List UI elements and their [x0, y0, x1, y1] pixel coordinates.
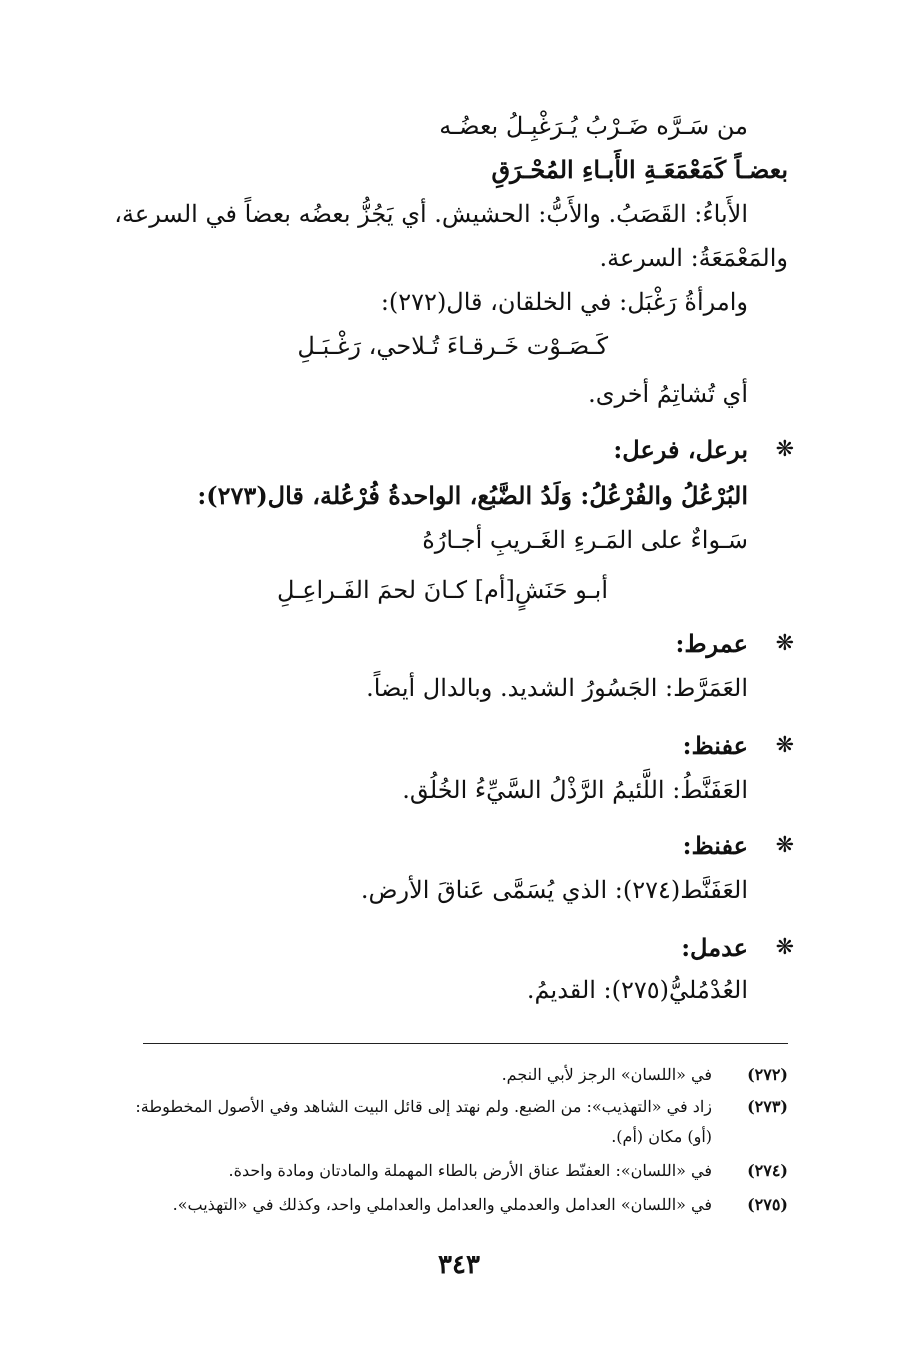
page-number: ٣٤٣ — [438, 1250, 480, 1280]
footnote-number: (٢٧٤) — [747, 1161, 788, 1180]
entry-text: البُرْعُلُ والفُرْعُلُ: وَلَدُ الضَّبُع، الواحدةُ فُرْعُلة، قال(٢٧٣): — [197, 481, 748, 510]
verse-line: سَـواءٌ على المَـرءِ الغَـريبِ أجـارُهُ — [422, 526, 748, 554]
entry-heading: عمرط: — [675, 629, 748, 658]
footnote-text: زاد في «التهذيب»: من الضبع. ولم نهتد إلى قائل البيت الشاهد وفي الأصول المخطوطة: — [135, 1097, 712, 1116]
footnote-text-continued: (أو) مكان (أم). — [611, 1127, 712, 1146]
footnote-number: (٢٧٢) — [747, 1065, 788, 1084]
section-star-icon: ❋ — [775, 733, 794, 758]
footnote-text: في «اللسان» الرجز لأبي النجم. — [501, 1065, 712, 1084]
entry-heading: عفنظ: — [682, 731, 748, 760]
verse-line-6: كَـصَـوْت خَـرقـاءَ تُـلاحي، رَغْـبَـلِ — [297, 332, 608, 360]
entry-text: العَفَنَّطُ: اللَّئيمُ الرَّذْلُ السَّيِّءُ الخُلُق. — [402, 776, 748, 804]
section-star-icon: ❋ — [775, 631, 794, 656]
section-star-icon: ❋ — [775, 437, 794, 462]
footnote-text: في «اللسان» العدامل والعدملي والعدامل والعداملي واحد، وكذلك في «التهذيب». — [172, 1195, 712, 1214]
entry-heading: عفنظ: — [682, 831, 748, 860]
footnote-number: (٢٧٣) — [747, 1097, 788, 1116]
verse-line-2: بعضـاً كَمَعْمَعَـةِ الأَبـاءِ المُحْـرَقِ — [491, 155, 788, 184]
section-star-icon: ❋ — [775, 833, 794, 858]
text-line-7: أي تُشاتِمُ أخرى. — [588, 380, 748, 408]
footnote-divider — [143, 1043, 788, 1044]
text-line-3: الأَباءُ: القَصَبُ. والأَبُّ: الحشيش. أي يَجُزُّ بعضُه بعضاً في السرعة، — [114, 200, 748, 228]
text-line-4: والمَعْمَعَةُ: السرعة. — [599, 244, 788, 272]
entry-text: العُدْمُليُّ(٢٧٥): القديمُ. — [526, 976, 748, 1004]
verse-line-1: من سَـرَّه ضَـرْبُ يُـرَغْبِـلُ بعضُـه — [439, 112, 748, 140]
footnote-text: في «اللسان»: العفنّط عناق الأرض بالطاء المهملة والمادتان ومادة واحدة. — [228, 1161, 712, 1180]
footnote-number: (٢٧٥) — [747, 1195, 788, 1214]
entry-text: العَفَنَّط(٢٧٤): الذي يُسَمَّى عَناقَ الأرض. — [360, 876, 748, 904]
section-star-icon: ❋ — [775, 935, 794, 960]
verse-line: أبـو حَنَشٍ[أم] كـانَ لحمَ الفَـراعِـلِ — [277, 576, 608, 604]
entry-text: العَمَرَّط: الجَسُورُ الشديد. وبالدال أيضاً. — [366, 674, 748, 702]
text-line-5: وامرأةُ رَغْبَل: في الخلقان، قال(٢٧٢): — [380, 288, 748, 316]
entry-heading: عدمل: — [681, 933, 748, 962]
entry-heading: برعل، فرعل: — [613, 435, 748, 464]
